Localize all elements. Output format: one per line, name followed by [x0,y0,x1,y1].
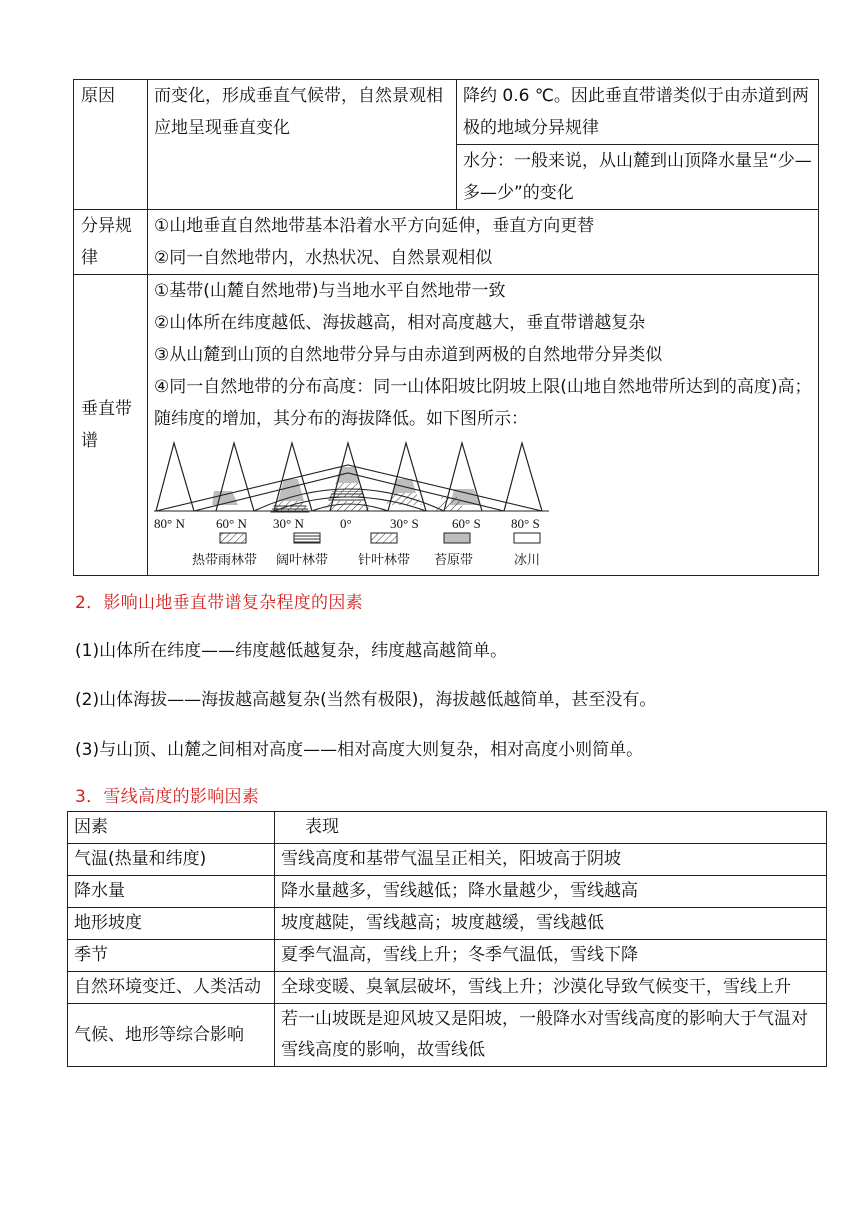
legend-label: 热带雨林带 [192,553,258,568]
table-row [68,972,827,1004]
spectrum-line: ①基带(山麓自然地带)与当地水平自然地带一致 [154,281,506,301]
table-row [68,844,827,876]
legend-swatch-rainforest [220,533,246,543]
cause-temperature-text: 降约 0.6 ℃。因此垂直带谱类似于由赤道到两极的地域分异规律 [457,80,819,145]
factor-cell: 季节 [68,940,275,972]
legend-swatch-glacier [514,533,540,543]
spectrum-line: ③从山麓到山顶的自然地带分异与由赤道到两极的自然地带分异类似 [154,345,663,365]
spectrum-line: ④同一自然地带的分布高度：同一山体阳坡比阴坡上限(山地自然地带所达到的高度)高；随纬度的增加，其分布的海拔降低。如下图所示： [154,377,812,429]
performance-cell: 雪线高度和基带气温呈正相关，阳坡高于阴坡 [275,844,827,876]
lat-label: 30° N [273,516,304,531]
legend-swatch-needleleaf [371,533,397,543]
factor-cell: 气温(热量和纬度) [68,844,275,876]
latitude-labels [154,516,540,531]
law-line: ①山地垂直自然地带基本沿着水平方向延伸，垂直方向更替 [154,216,595,236]
spectrum-label: 垂直带谱 [74,275,148,576]
table-header-row [68,812,827,844]
snowline-factors-table [67,811,827,1067]
performance-cell: 若一山坡既是迎风坡又是阳坡，一般降水对雪线高度的影响大于气温对雪线高度的影响，故雪线低 [275,1004,827,1067]
factor-cell: 气候、地形等综合影响 [68,1004,275,1067]
legend-swatches [220,533,540,543]
section2-item: (2)山体海拔——海拔越高越复杂(当然有极限)，海拔越低越简单，甚至没有。 [75,690,657,710]
cause-moisture-text: 水分：一般来说，从山麓到山顶降水量呈“少—多—少”的变化 [457,145,819,210]
header-performance: 表现 [275,812,827,844]
lat-label: 60° N [216,516,247,531]
table-row [68,876,827,908]
factor-cell: 降水量 [68,876,275,908]
section3-heading: 3．雪线高度的影响因素 [75,787,260,807]
law-content [148,210,819,275]
table-row [68,940,827,972]
performance-cell: 夏季气温高，雪线上升；冬季气温低，雪线下降 [275,940,827,972]
section2-item: (3)与山顶、山麓之间相对高度——相对高度大则复杂，相对高度小则简单。 [75,740,644,760]
lat-label: 30° S [390,516,419,531]
performance-cell: 全球变暖、臭氧层破坏，雪线上升；沙漠化导致气候变干，雪线上升 [275,972,827,1004]
section2-heading: 2．影响山地垂直带谱复杂程度的因素 [75,593,363,613]
table-row [68,908,827,940]
legend-label: 冰川 [514,553,541,568]
legend-label: 阔叶林带 [276,553,329,568]
performance-cell: 降水量越多，雪线越低；降水量越少，雪线越高 [275,876,827,908]
factor-cell: 自然环境变迁、人类活动 [68,972,275,1004]
lat-label: 0° [340,516,352,531]
spectrum-line: ②山体所在纬度越低、海拔越高，相对高度越大，垂直带谱越复杂 [154,313,646,333]
lat-label: 80° N [154,516,185,531]
section2-item: (1)山体所在纬度——纬度越低越复杂，纬度越高越简单。 [75,641,508,661]
law-line: ②同一自然地带内，水热状况、自然景观相似 [154,248,493,268]
performance-cell: 坡度越陡，雪线越高；坡度越缓，雪线越低 [275,908,827,940]
legend-swatch-tundra [444,533,470,543]
table-row [68,1004,827,1067]
lat-label: 80° S [511,516,540,531]
legend-labels [192,552,540,568]
cause-label: 原因 [74,80,148,210]
header-factor: 因素 [68,812,275,844]
law-label: 分异规律 [74,210,148,275]
vertical-zone-table [73,79,819,576]
spectrum-content [148,275,819,576]
legend-swatch-broadleaf [294,533,320,543]
legend-label: 苔原带 [434,553,474,568]
factor-cell: 地形坡度 [68,908,275,940]
lat-label: 60° S [452,516,481,531]
vertical-zonation-diagram [154,439,564,571]
legend-label: 针叶林带 [358,553,411,568]
cause-mid-text: 而变化，形成垂直气候带，自然景观相应地呈现垂直变化 [148,80,457,210]
